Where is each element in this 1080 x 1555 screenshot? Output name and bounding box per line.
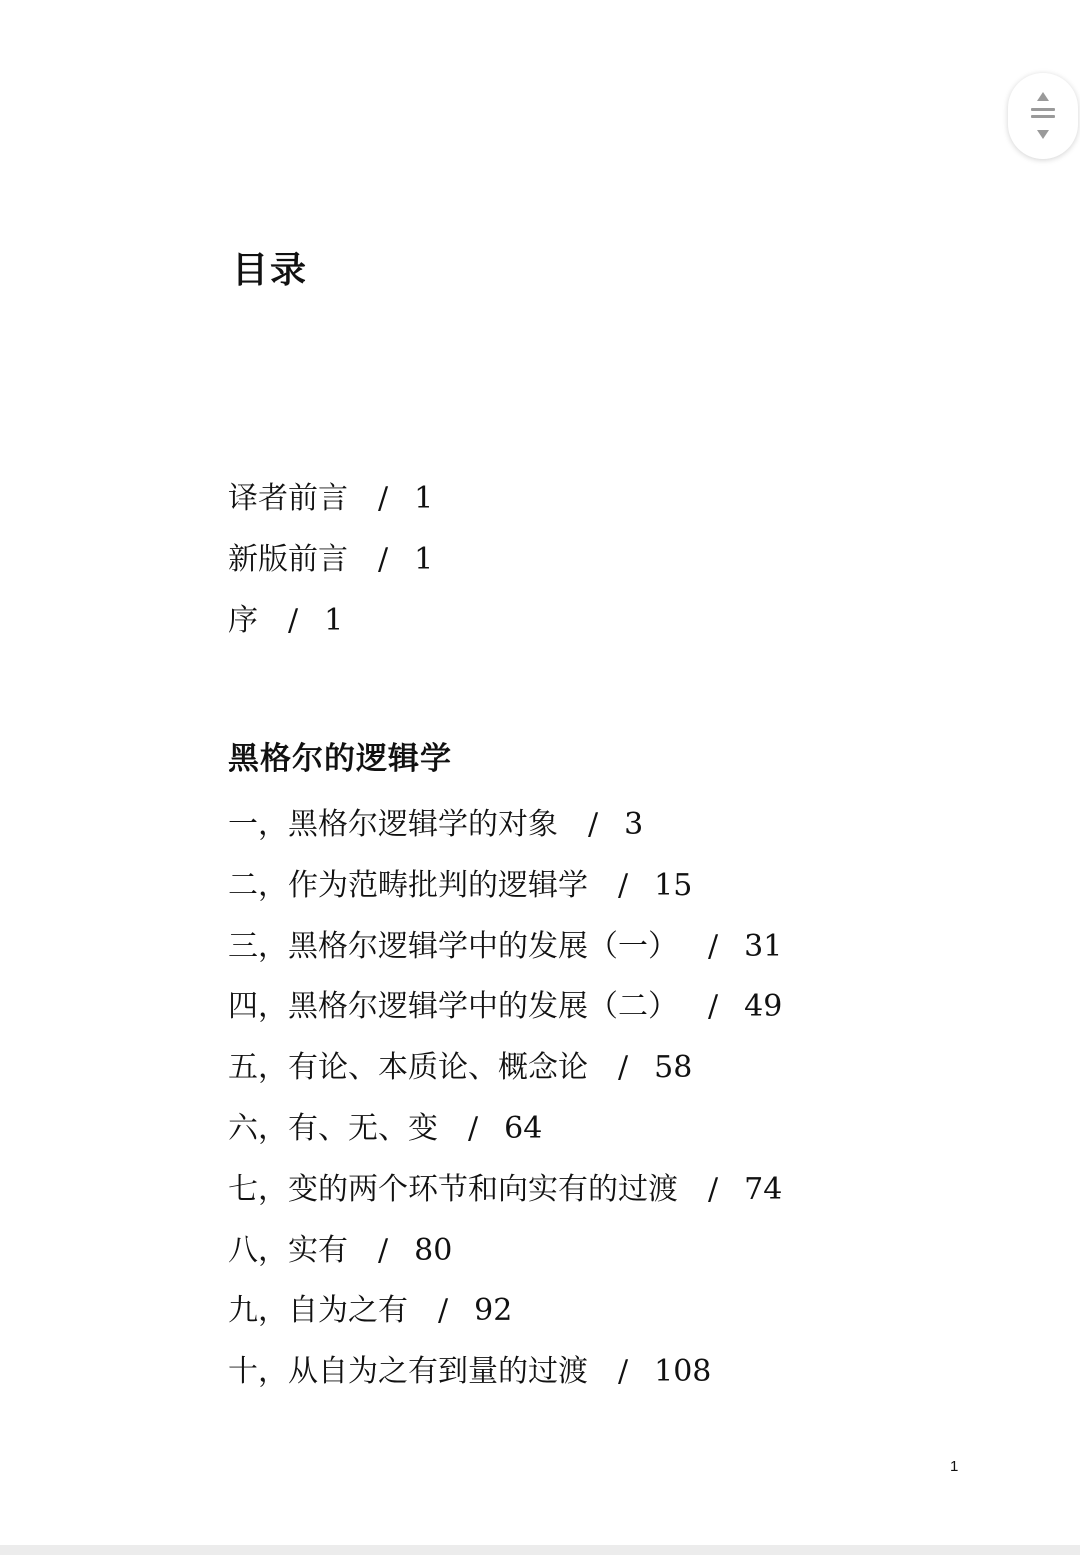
- toc-entry-page: 1: [324, 603, 344, 638]
- toc-entry-page: 1: [414, 481, 434, 516]
- toc-entry-page: 80: [414, 1232, 453, 1268]
- toc-separator: /: [378, 481, 389, 516]
- toc-entry-page: 49: [744, 989, 783, 1025]
- toc-entry-label: 新版前言: [228, 542, 348, 577]
- toc-entry-label: 一，黑格尔逻辑学的对象: [228, 807, 558, 842]
- toc-separator: /: [588, 807, 599, 842]
- toc-entry-label: 序: [228, 603, 258, 638]
- arrow-up-icon: [1037, 92, 1049, 101]
- toc-entry-label: 六，有、无、变: [228, 1110, 438, 1146]
- bottom-strip: [0, 1545, 1080, 1555]
- toc-entry-label: 译者前言: [228, 481, 348, 516]
- toc-entry[interactable]: [228, 984, 782, 1045]
- toc-entry[interactable]: [228, 1106, 782, 1167]
- toc-entry-page: 64: [504, 1110, 543, 1146]
- toc-separator: /: [618, 1050, 629, 1086]
- toc-entry[interactable]: [228, 537, 433, 598]
- toc-entry-page: 31: [744, 928, 783, 964]
- toc-separator: /: [708, 928, 719, 964]
- toc-entry-page: 1: [414, 542, 434, 577]
- toc-entry-page: 3: [624, 807, 644, 842]
- toc-entry[interactable]: [228, 1288, 782, 1349]
- toc-entry-label: 八，实有: [228, 1232, 348, 1268]
- arrow-down-icon: [1037, 130, 1049, 139]
- toc-entry-page: 58: [654, 1050, 693, 1086]
- toc-entry[interactable]: [228, 924, 782, 985]
- toc-entry[interactable]: [228, 1228, 782, 1289]
- toc-separator: /: [378, 1232, 389, 1268]
- toc-entry-label: 四，黑格尔逻辑学中的发展（二）: [228, 989, 678, 1025]
- toc-separator: /: [468, 1110, 479, 1146]
- toc-entry-label: 二，作为范畴批判的逻辑学: [228, 867, 588, 903]
- toc-separator: /: [708, 1171, 719, 1207]
- toc-entry[interactable]: [228, 1167, 782, 1228]
- chapter-list: [228, 802, 782, 1410]
- toc-title: 目录: [232, 249, 309, 291]
- toc-separator: /: [708, 989, 719, 1025]
- toc-entry-label: 五，有论、本质论、概念论: [228, 1050, 588, 1086]
- toc-separator: /: [288, 603, 299, 638]
- toc-separator: /: [378, 542, 389, 577]
- toc-entry-page: 92: [474, 1293, 513, 1329]
- toc-entry-label: 九，自为之有: [228, 1293, 408, 1329]
- footer-page-number: 1: [950, 1458, 959, 1475]
- toc-entry[interactable]: [228, 1349, 782, 1410]
- toc-entry-page: 15: [654, 867, 693, 903]
- grip-lines-icon: [1031, 108, 1055, 124]
- toc-entry[interactable]: [228, 476, 433, 537]
- section-heading: 黑格尔的逻辑学: [228, 741, 452, 777]
- toc-entry[interactable]: [228, 598, 433, 659]
- toc-entry-page: 108: [654, 1354, 712, 1390]
- toc-separator: /: [618, 867, 629, 903]
- toc-separator: /: [438, 1293, 449, 1329]
- toc-entry[interactable]: [228, 802, 782, 863]
- scroll-handle-icon[interactable]: [1008, 73, 1078, 159]
- front-matter-list: [228, 476, 433, 659]
- toc-entry[interactable]: [228, 863, 782, 924]
- toc-entry-label: 七，变的两个环节和向实有的过渡: [228, 1171, 678, 1207]
- toc-entry[interactable]: [228, 1045, 782, 1106]
- toc-entry-label: 三，黑格尔逻辑学中的发展（一）: [228, 928, 678, 964]
- toc-entry-page: 74: [744, 1171, 783, 1207]
- toc-separator: /: [618, 1354, 629, 1390]
- toc-entry-label: 十，从自为之有到量的过渡: [228, 1354, 588, 1390]
